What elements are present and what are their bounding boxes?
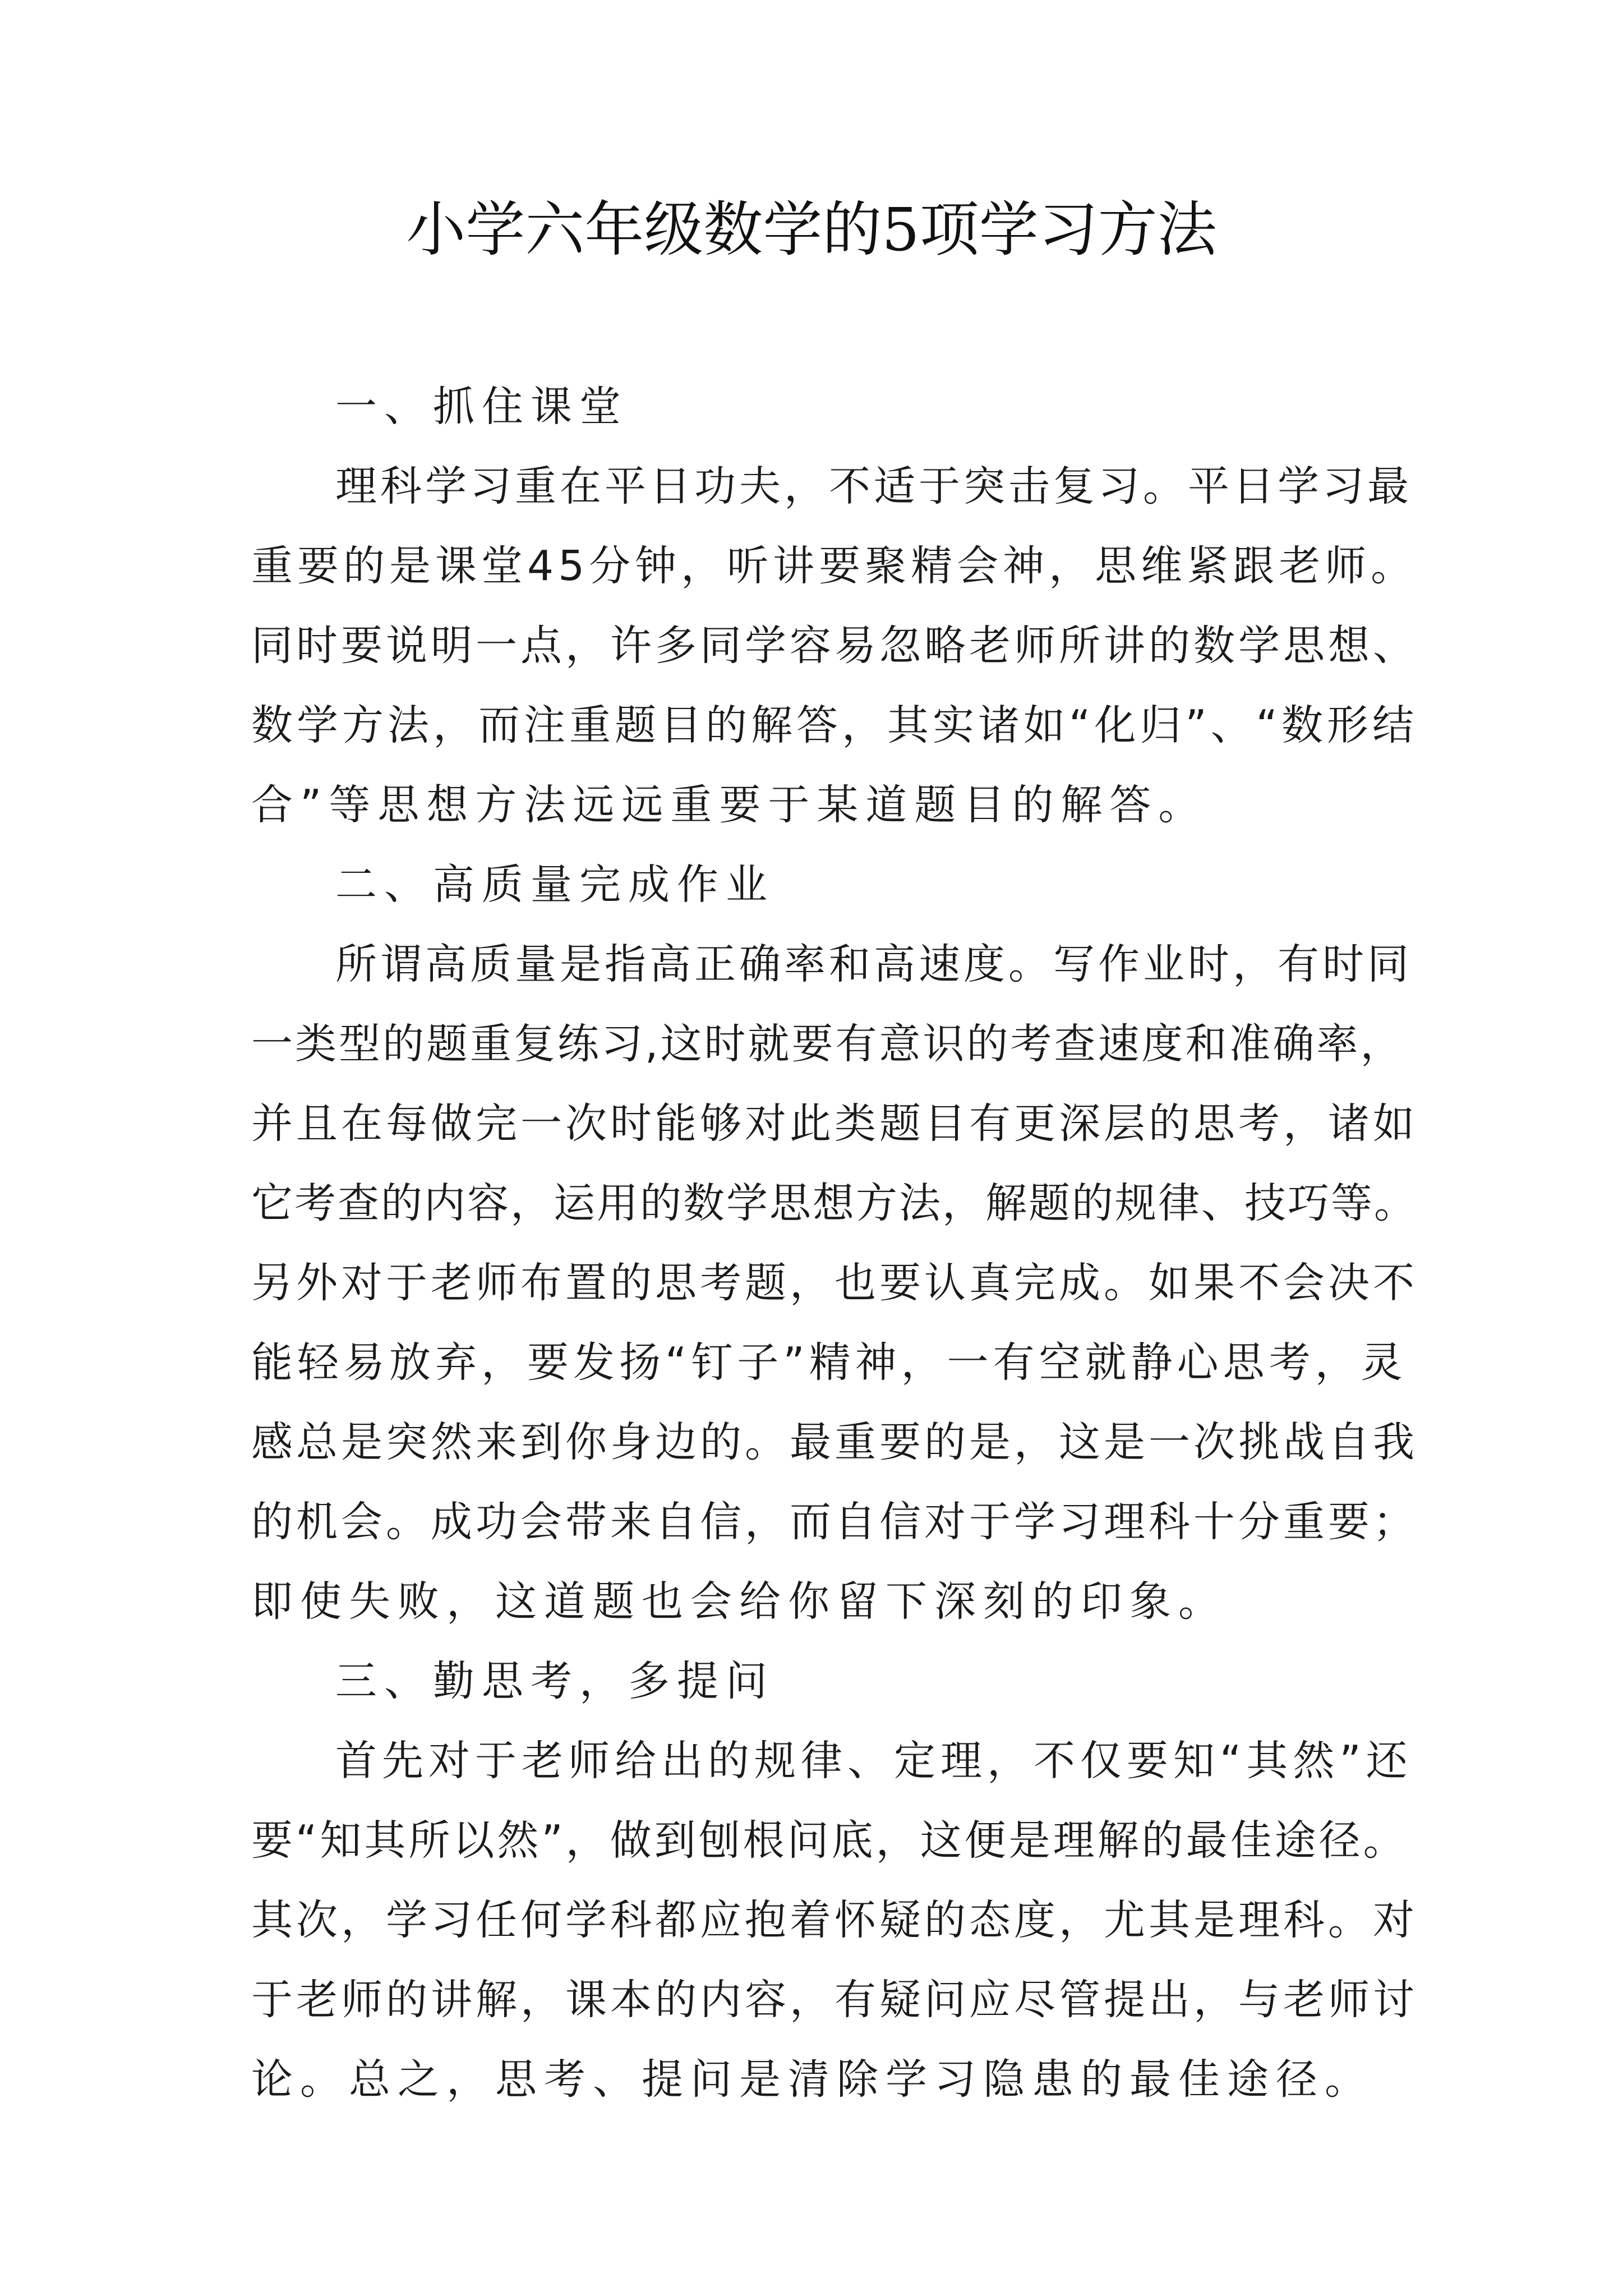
paragraph-line: 它考查的内容，运用的数学思想方法，解题的规律、技巧等。 — [251, 1179, 1417, 1227]
paragraph-first-line: 理科学习重在平日功夫，不适于突击复习。平日学习最 — [335, 462, 1412, 510]
paragraph-line: 并且在每做完一次时能够对此类题目有更深层的思考，诸如 — [251, 1099, 1418, 1148]
paragraph-line: 另外对于老师布置的思考题，也要认真完成。如果不会决不 — [251, 1259, 1418, 1307]
paragraph-line: 同时要说明一点，许多同学容易忽略老师所讲的数学思想、 — [251, 622, 1418, 670]
paragraph-first-line: 所谓高质量是指高正确率和高速度。写作业时，有时同 — [335, 940, 1412, 988]
paragraph-line: 即使失败，这道题也会给你留下深刻的印象。 — [251, 1577, 1227, 1626]
paragraph-line: 一类型的题重复练习,这时就要有意识的考查速度和准确率， — [251, 1020, 1404, 1068]
paragraph-first-line: 首先对于老师给出的规律、定理，不仅要知“其然”还 — [335, 1737, 1413, 1785]
paragraph-line: 数学方法，而注重题目的解答，其实诸如“化归”、“数形结 — [251, 701, 1418, 749]
paragraph-first-line: 三、勤思考，多提问 — [335, 1657, 774, 1705]
paragraph-line: 其次，学习任何学科都应抱着怀疑的态度，尤其是理科。对 — [251, 1896, 1418, 1944]
paragraph-line: 于老师的讲解，课本的内容，有疑问应尽管提出，与老师讨 — [251, 1976, 1418, 2024]
document-title: 小学六年级数学的5项学习方法 — [406, 195, 1217, 264]
paragraph-line: 的机会。成功会带来自信，而自信对于学习理科十分重要； — [251, 1498, 1418, 1546]
paragraph-line: 论。总之，思考、提问是清除学习隐患的最佳途径。 — [251, 2055, 1373, 2104]
document-body — [251, 367, 1418, 2119]
paragraph-first-line: 二、高质量完成作业 — [335, 861, 774, 909]
paragraph-line: 重要的是课堂45分钟，听讲要聚精会神，思维紧跟老师。 — [251, 542, 1417, 590]
paragraph-line: 要“知其所以然”，做到刨根问底，这便是理解的最佳途径。 — [251, 1816, 1408, 1865]
paragraph-line: 能轻易放弃，要发扬“钉子”精神，一有空就静心思考，灵 — [251, 1338, 1407, 1387]
paragraph-line: 感总是突然来到你身边的。最重要的是，这是一次挑战自我 — [251, 1418, 1418, 1466]
paragraph-line: 合”等思想方法远远重要于某道题目的解答。 — [251, 781, 1207, 829]
paragraph-first-line: 一、抓住课堂 — [335, 383, 628, 431]
